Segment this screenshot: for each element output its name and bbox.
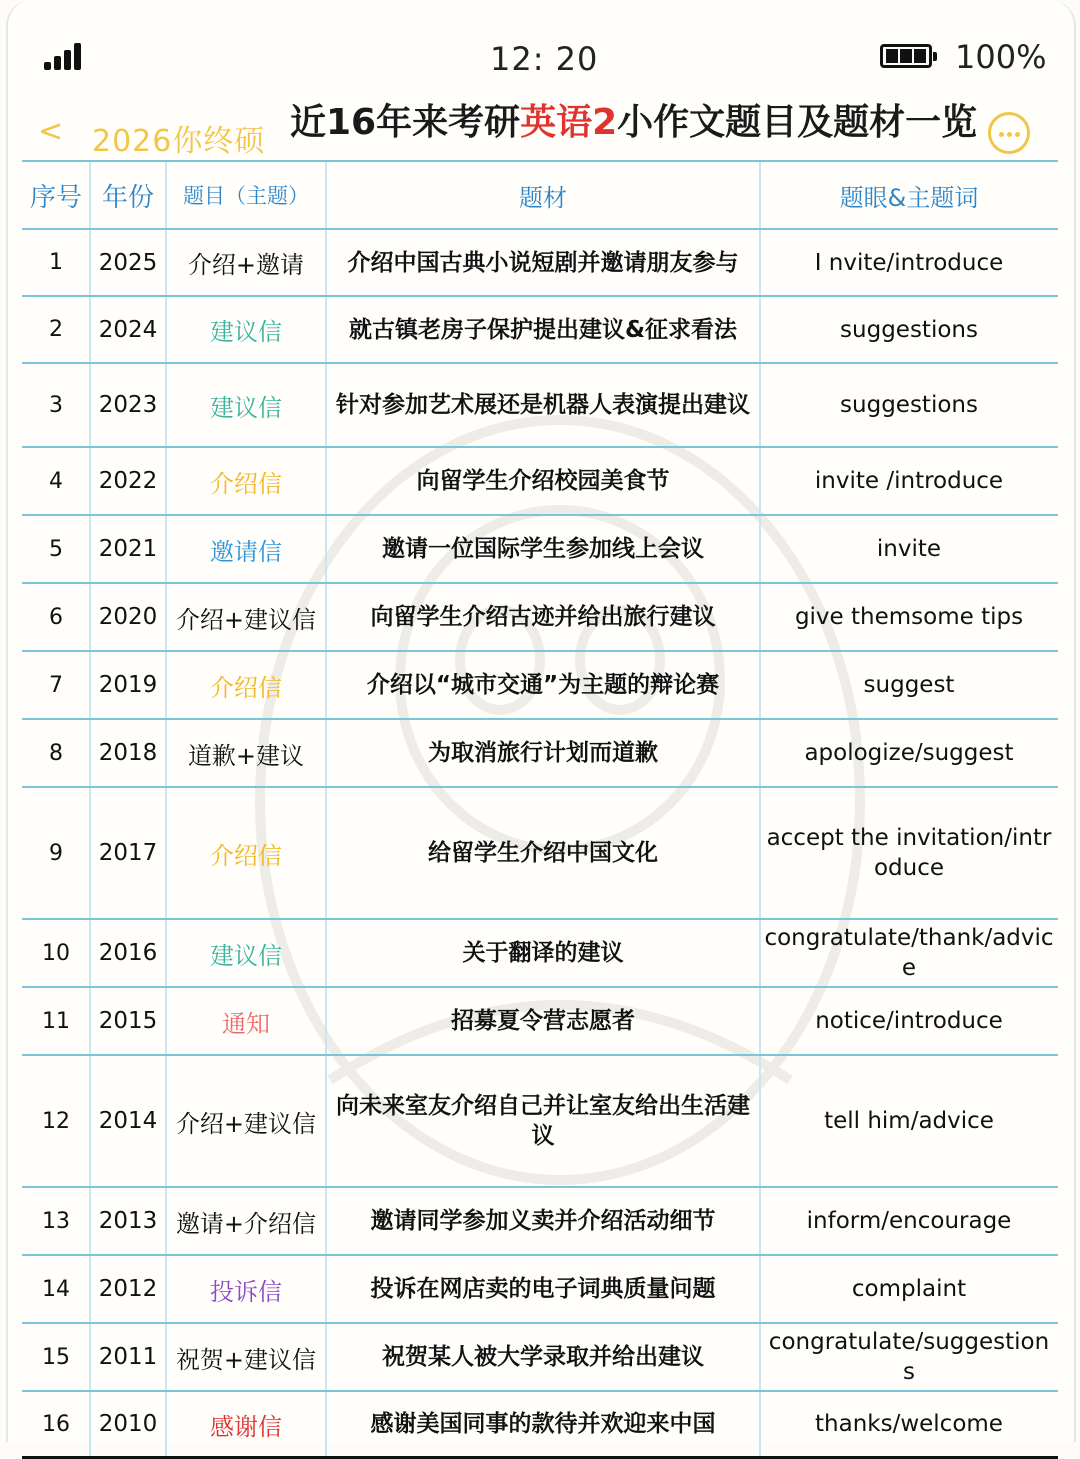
- row-topic: 感谢信: [210, 1412, 282, 1441]
- table-row: [22, 295, 1058, 362]
- column-divider: [759, 1392, 761, 1456]
- column-divider: [325, 988, 327, 1054]
- row-year: 2019: [98, 672, 158, 698]
- row-content: 向未来室友介绍自己并让室友给出生活建议: [336, 1093, 750, 1149]
- column-divider: [165, 162, 167, 228]
- row-year: 2014: [98, 1108, 158, 1134]
- row-year: 2022: [98, 468, 158, 494]
- column-divider: [165, 1324, 167, 1390]
- column-divider: [325, 448, 327, 514]
- row-number: 2: [49, 317, 63, 342]
- table-row: [22, 718, 1058, 786]
- table-row: [22, 362, 1058, 446]
- title-suffix: 小作文题目及题材一览: [617, 102, 978, 143]
- row-keywords: give themsome tips: [794, 604, 1024, 630]
- row-keywords: suggestions: [840, 392, 978, 418]
- column-divider: [165, 584, 167, 650]
- column-divider: [89, 230, 91, 295]
- column-divider: [325, 652, 327, 718]
- column-header-number: 序号: [29, 182, 82, 213]
- signal-icon: [44, 42, 84, 70]
- column-divider: [759, 297, 761, 362]
- column-divider: [325, 920, 327, 986]
- row-number: 7: [49, 672, 63, 698]
- row-number: 3: [49, 392, 63, 418]
- column-divider: [759, 584, 761, 650]
- more-options-icon[interactable]: [988, 112, 1030, 154]
- row-number: 15: [42, 1344, 70, 1370]
- back-arrow-icon[interactable]: <: [38, 114, 64, 149]
- column-divider: [759, 1056, 761, 1186]
- column-divider: [89, 652, 91, 718]
- row-keywords: thanks/welcome: [815, 1411, 1003, 1437]
- column-header-topic: 题目（主题）: [183, 184, 309, 208]
- battery-percentage: 100%: [955, 38, 1047, 76]
- row-year: 2024: [98, 316, 158, 343]
- title-bar: [0, 88, 1080, 158]
- column-divider: [165, 1256, 167, 1322]
- row-topic: 祝贺+建议信: [175, 1345, 317, 1374]
- row-keywords: congratulate/suggestions: [768, 1329, 1050, 1385]
- row-keywords: notice/introduce: [815, 1008, 1003, 1034]
- column-divider: [325, 297, 327, 362]
- row-number: 11: [42, 1008, 70, 1034]
- row-keywords: invite: [876, 536, 942, 562]
- column-divider: [89, 1256, 91, 1322]
- row-year: 2010: [98, 1411, 158, 1437]
- column-divider: [89, 1324, 91, 1390]
- row-number: 4: [49, 468, 63, 494]
- battery-icon: [880, 44, 932, 68]
- column-divider: [759, 652, 761, 718]
- column-divider: [165, 1188, 167, 1254]
- row-topic: 建议信: [210, 393, 282, 422]
- row-year: 2021: [98, 536, 158, 562]
- column-divider: [325, 364, 327, 446]
- table-row: [22, 1186, 1058, 1254]
- row-year: 2013: [98, 1208, 158, 1234]
- row-number: 12: [42, 1108, 70, 1134]
- column-header-content: 题材: [519, 183, 567, 212]
- row-keywords: complaint: [851, 1276, 967, 1302]
- row-year: 2015: [98, 1008, 158, 1034]
- column-divider: [89, 720, 91, 786]
- column-divider: [759, 162, 761, 228]
- row-year: 2018: [98, 740, 158, 766]
- row-topic: 介绍+邀请: [187, 251, 305, 279]
- column-divider: [89, 1056, 91, 1186]
- row-content: 关于翻译的建议: [462, 940, 624, 966]
- row-keywords: congratulate/thank/advice: [764, 925, 1054, 981]
- column-divider: [325, 1324, 327, 1390]
- column-divider: [89, 162, 91, 228]
- row-topic: 介绍+建议信: [175, 605, 317, 634]
- row-keywords: invite /introduce: [814, 468, 1004, 494]
- row-number: 1: [49, 250, 63, 275]
- row-content: 针对参加艺术展还是机器人表演提出建议: [336, 392, 750, 418]
- column-divider: [89, 584, 91, 650]
- table-row: [22, 1322, 1058, 1390]
- column-divider: [165, 720, 167, 786]
- column-divider: [89, 516, 91, 582]
- column-divider: [165, 788, 167, 918]
- column-divider: [165, 652, 167, 718]
- row-number: 16: [42, 1411, 70, 1437]
- column-divider: [165, 230, 167, 295]
- column-divider: [165, 988, 167, 1054]
- column-divider: [325, 1256, 327, 1322]
- row-number: 10: [42, 940, 70, 966]
- status-bar: [0, 36, 1080, 80]
- column-divider: [759, 1256, 761, 1322]
- row-number: 14: [42, 1276, 70, 1302]
- column-divider: [165, 364, 167, 446]
- row-content: 介绍以“城市交通”为主题的辩论赛: [366, 672, 720, 698]
- title-prefix: 近16年来考研: [290, 102, 521, 143]
- row-topic: 介绍信: [210, 469, 282, 498]
- column-divider: [759, 1188, 761, 1254]
- table-row: [22, 1254, 1058, 1322]
- row-keywords: suggestions: [840, 316, 978, 343]
- account-subtitle: 2026你终硕: [92, 124, 266, 159]
- column-divider: [759, 516, 761, 582]
- column-divider: [759, 788, 761, 918]
- column-divider: [325, 1056, 327, 1186]
- column-divider: [759, 364, 761, 446]
- column-divider: [89, 788, 91, 918]
- row-content: 为取消旅行计划而道歉: [428, 740, 658, 766]
- column-divider: [89, 920, 91, 986]
- column-divider: [165, 1056, 167, 1186]
- row-content: 邀请一位国际学生参加线上会议: [382, 536, 704, 562]
- column-divider: [165, 1392, 167, 1456]
- column-header-year: 年份: [101, 182, 154, 213]
- table-row: [22, 918, 1058, 986]
- row-keywords: tell him/advice: [824, 1108, 994, 1134]
- column-divider: [759, 988, 761, 1054]
- row-year: 2017: [98, 840, 158, 866]
- row-topic: 道歉+建议: [187, 741, 305, 770]
- row-keywords: I nvite/introduce: [814, 249, 1004, 276]
- row-number: 9: [49, 840, 63, 866]
- row-topic: 建议信: [210, 941, 282, 970]
- row-number: 8: [49, 740, 63, 766]
- row-year: 2016: [98, 940, 158, 966]
- essay-topics-table: [22, 160, 1058, 1456]
- column-divider: [759, 448, 761, 514]
- row-number: 6: [49, 604, 63, 630]
- clock: 12: 20: [490, 40, 599, 78]
- table-row: [22, 514, 1058, 582]
- column-divider: [89, 1392, 91, 1456]
- column-divider: [325, 584, 327, 650]
- row-content: 向留学生介绍古迹并给出旅行建议: [370, 604, 716, 630]
- column-divider: [759, 1324, 761, 1390]
- table-row: [22, 650, 1058, 718]
- column-divider: [325, 1188, 327, 1254]
- column-divider: [89, 364, 91, 446]
- row-content: 就古镇老房子保护提出建议&征求看法: [348, 316, 738, 343]
- row-topic: 投诉信: [210, 1277, 282, 1306]
- column-divider: [325, 230, 327, 295]
- row-year: 2011: [98, 1344, 158, 1370]
- row-keywords: apologize/suggest: [804, 740, 1014, 766]
- table-row: [22, 1390, 1058, 1456]
- row-topic: 介绍+建议信: [175, 1109, 317, 1138]
- row-content: 祝贺某人被大学录取并给出建议: [382, 1344, 704, 1370]
- table-header-row: [22, 160, 1058, 228]
- column-divider: [165, 297, 167, 362]
- column-divider: [325, 720, 327, 786]
- row-topic: 介绍信: [210, 841, 282, 870]
- table-row: [22, 986, 1058, 1054]
- row-number: 5: [49, 536, 63, 562]
- row-topic: 通知: [222, 1009, 270, 1038]
- column-divider: [759, 230, 761, 295]
- column-header-keywords: 题眼&主题词: [839, 183, 979, 212]
- row-year: 2025: [98, 249, 158, 276]
- table-row: [22, 582, 1058, 650]
- row-topic: 邀请信: [210, 537, 282, 566]
- column-divider: [165, 920, 167, 986]
- row-content: 投诉在网店卖的电子词典质量问题: [370, 1276, 716, 1302]
- title-highlight: 英语2: [520, 102, 618, 143]
- row-number: 13: [42, 1208, 70, 1234]
- row-topic: 介绍信: [210, 673, 282, 702]
- column-divider: [759, 920, 761, 986]
- row-content: 向留学生介绍校园美食节: [416, 468, 670, 494]
- table-row: [22, 1054, 1058, 1186]
- row-topic: 建议信: [210, 318, 282, 346]
- column-divider: [165, 448, 167, 514]
- page-title: [290, 94, 977, 145]
- row-content: 邀请同学参加义卖并介绍活动细节: [370, 1208, 716, 1234]
- row-year: 2012: [98, 1276, 158, 1302]
- row-topic: 邀请+介绍信: [175, 1209, 317, 1238]
- column-divider: [325, 162, 327, 228]
- row-keywords: accept the invitation/introduce: [766, 825, 1052, 881]
- column-divider: [165, 516, 167, 582]
- row-keywords: suggest: [863, 672, 955, 698]
- column-divider: [325, 516, 327, 582]
- table-row: [22, 786, 1058, 918]
- column-divider: [89, 988, 91, 1054]
- column-divider: [89, 1188, 91, 1254]
- row-content: 感谢美国同事的款待并欢迎来中国: [370, 1411, 716, 1437]
- row-keywords: inform/encourage: [806, 1208, 1012, 1234]
- table-row: [22, 228, 1058, 295]
- row-content: 招募夏令营志愿者: [451, 1008, 635, 1034]
- column-divider: [759, 720, 761, 786]
- column-divider: [89, 448, 91, 514]
- row-content: 介绍中国古典小说短剧并邀请朋友参与: [347, 249, 739, 276]
- table-row: [22, 446, 1058, 514]
- row-content: 给留学生介绍中国文化: [428, 840, 658, 866]
- row-year: 2023: [98, 392, 158, 418]
- column-divider: [325, 788, 327, 918]
- row-year: 2020: [98, 604, 158, 630]
- column-divider: [89, 297, 91, 362]
- column-divider: [325, 1392, 327, 1456]
